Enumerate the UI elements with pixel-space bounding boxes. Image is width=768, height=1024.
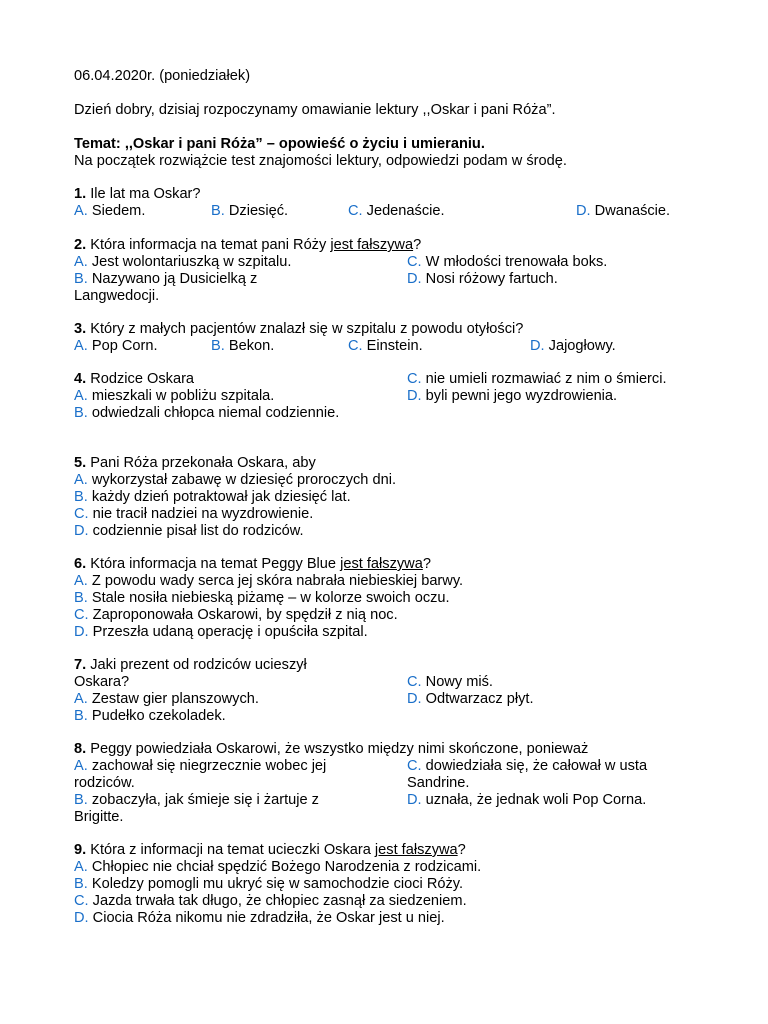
topic-line: Temat: ,,Oskar i pani Róża” – opowieść o życiu i umieraniu. bbox=[74, 136, 485, 152]
q3-answer-a: A. Pop Corn. bbox=[74, 338, 158, 354]
q9-answer-b: B. Koledzy pomogli mu ukryć się w samochodzie cioci Róży. bbox=[74, 876, 464, 892]
q6-answer-b: B. Stale nosiła niebieską piżamę – w kolorze swoich oczu. bbox=[74, 590, 450, 606]
q2-answer-d: D. Nosi różowy fartuch. bbox=[407, 271, 558, 287]
q5-answer-a: A. wykorzystał zabawę w dziesięć proroczych dni. bbox=[74, 472, 397, 488]
q9-answer-c: C. Jazda trwała tak długo, że chłopiec zasnął za siedzeniem. bbox=[74, 893, 467, 909]
question-3: 3. Który z małych pacjentów znalazł się w szpitalu z powodu otyłości? bbox=[74, 321, 524, 337]
q9-answer-a: A. Chłopiec nie chciał spędzić Bożego Narodzenia z rodzicami. bbox=[74, 859, 482, 875]
q5-answer-d: D. codziennie pisał list do rodziców. bbox=[74, 523, 304, 539]
q8-answer-b-cont: Brigitte. bbox=[74, 809, 124, 825]
q5-answer-b: B. każdy dzień potraktował jak dziesięć lat. bbox=[74, 489, 351, 505]
greeting-line: Dzień dobry, dzisiaj rozpoczynamy omawianie lektury ,,Oskar i pani Róża”. bbox=[74, 102, 556, 118]
q4-answer-b: B. odwiedzali chłopca niemal codziennie. bbox=[74, 405, 340, 421]
q8-answer-c: C. dowiedziała się, że całował w usta bbox=[407, 758, 648, 774]
q3-answer-c: C. Einstein. bbox=[348, 338, 423, 354]
intro-line: Na początek rozwiążcie test znajomości lektury, odpowiedzi podam w środę. bbox=[74, 153, 567, 169]
q7-answer-c: C. Nowy miś. bbox=[407, 674, 493, 690]
question-1: 1. Ile lat ma Oskar? bbox=[74, 186, 201, 202]
question-4: 4. Rodzice Oskara bbox=[74, 371, 195, 387]
q2-answer-a: A. Jest wolontariuszką w szpitalu. bbox=[74, 254, 292, 270]
q8-answer-a-cont: rodziców. bbox=[74, 775, 135, 791]
q7-answer-a: A. Zestaw gier planszowych. bbox=[74, 691, 259, 707]
date-line: 06.04.2020r. (poniedziałek) bbox=[74, 68, 251, 84]
q8-answer-a: A. zachował się niegrzecznie wobec jej bbox=[74, 758, 327, 774]
q2-answer-b: B. Nazywano ją Dusicielką z bbox=[74, 271, 258, 287]
q6-answer-d: D. Przeszła udaną operację i opuściła szpital. bbox=[74, 624, 368, 640]
q2-answer-b-cont: Langwedocji. bbox=[74, 288, 160, 304]
question-5: 5. Pani Róża przekonała Oskara, aby bbox=[74, 455, 316, 471]
q8-answer-d: D. uznała, że jednak woli Pop Corna. bbox=[407, 792, 647, 808]
q2-answer-c: C. W młodości trenowała boks. bbox=[407, 254, 608, 270]
q4-answer-a: A. mieszkali w pobliżu szpitala. bbox=[74, 388, 275, 404]
q7-answer-d: D. Odtwarzacz płyt. bbox=[407, 691, 534, 707]
q5-answer-c: C. nie tracił nadziei na wyzdrowienie. bbox=[74, 506, 314, 522]
q7-answer-b: B. Pudełko czekoladek. bbox=[74, 708, 226, 724]
q4-answer-d: D. byli pewni jego wyzdrowienia. bbox=[407, 388, 618, 404]
q8-answer-c-cont: Sandrine. bbox=[407, 775, 470, 791]
q3-answer-d: D. Jajogłowy. bbox=[530, 338, 616, 354]
q6-answer-a: A. Z powodu wady serca jej skóra nabrała niebieskiej barwy. bbox=[74, 573, 464, 589]
q1-answer-d: D. Dwanaście. bbox=[576, 203, 671, 219]
q6-answer-c: C. Zaproponowała Oskarowi, by spędził z nią noc. bbox=[74, 607, 398, 623]
question-7: 7. Jaki prezent od rodziców ucieszył bbox=[74, 657, 307, 673]
q1-answer-b: B. Dziesięć. bbox=[211, 203, 289, 219]
q1-answer-a: A. Siedem. bbox=[74, 203, 146, 219]
question-2: 2. Która informacja na temat pani Róży jest fałszywa? bbox=[74, 237, 422, 253]
question-8: 8. Peggy powiedziała Oskarowi, że wszystko między nimi skończone, ponieważ bbox=[74, 741, 589, 757]
q1-answer-c: C. Jedenaście. bbox=[348, 203, 445, 219]
q4-answer-c: C. nie umieli rozmawiać z nim o śmierci. bbox=[407, 371, 667, 387]
question-9: 9. Która z informacji na temat ucieczki Oskara jest fałszywa? bbox=[74, 842, 466, 858]
question-7-cont: Oskara? bbox=[74, 674, 130, 690]
q8-answer-b: B. zobaczyła, jak śmieje się i żartuje z bbox=[74, 792, 319, 808]
question-6: 6. Która informacja na temat Peggy Blue jest fałszywa? bbox=[74, 556, 431, 572]
q3-answer-b: B. Bekon. bbox=[211, 338, 275, 354]
q9-answer-d: D. Ciocia Róża nikomu nie zdradziła, że Oskar jest u niej. bbox=[74, 910, 445, 926]
